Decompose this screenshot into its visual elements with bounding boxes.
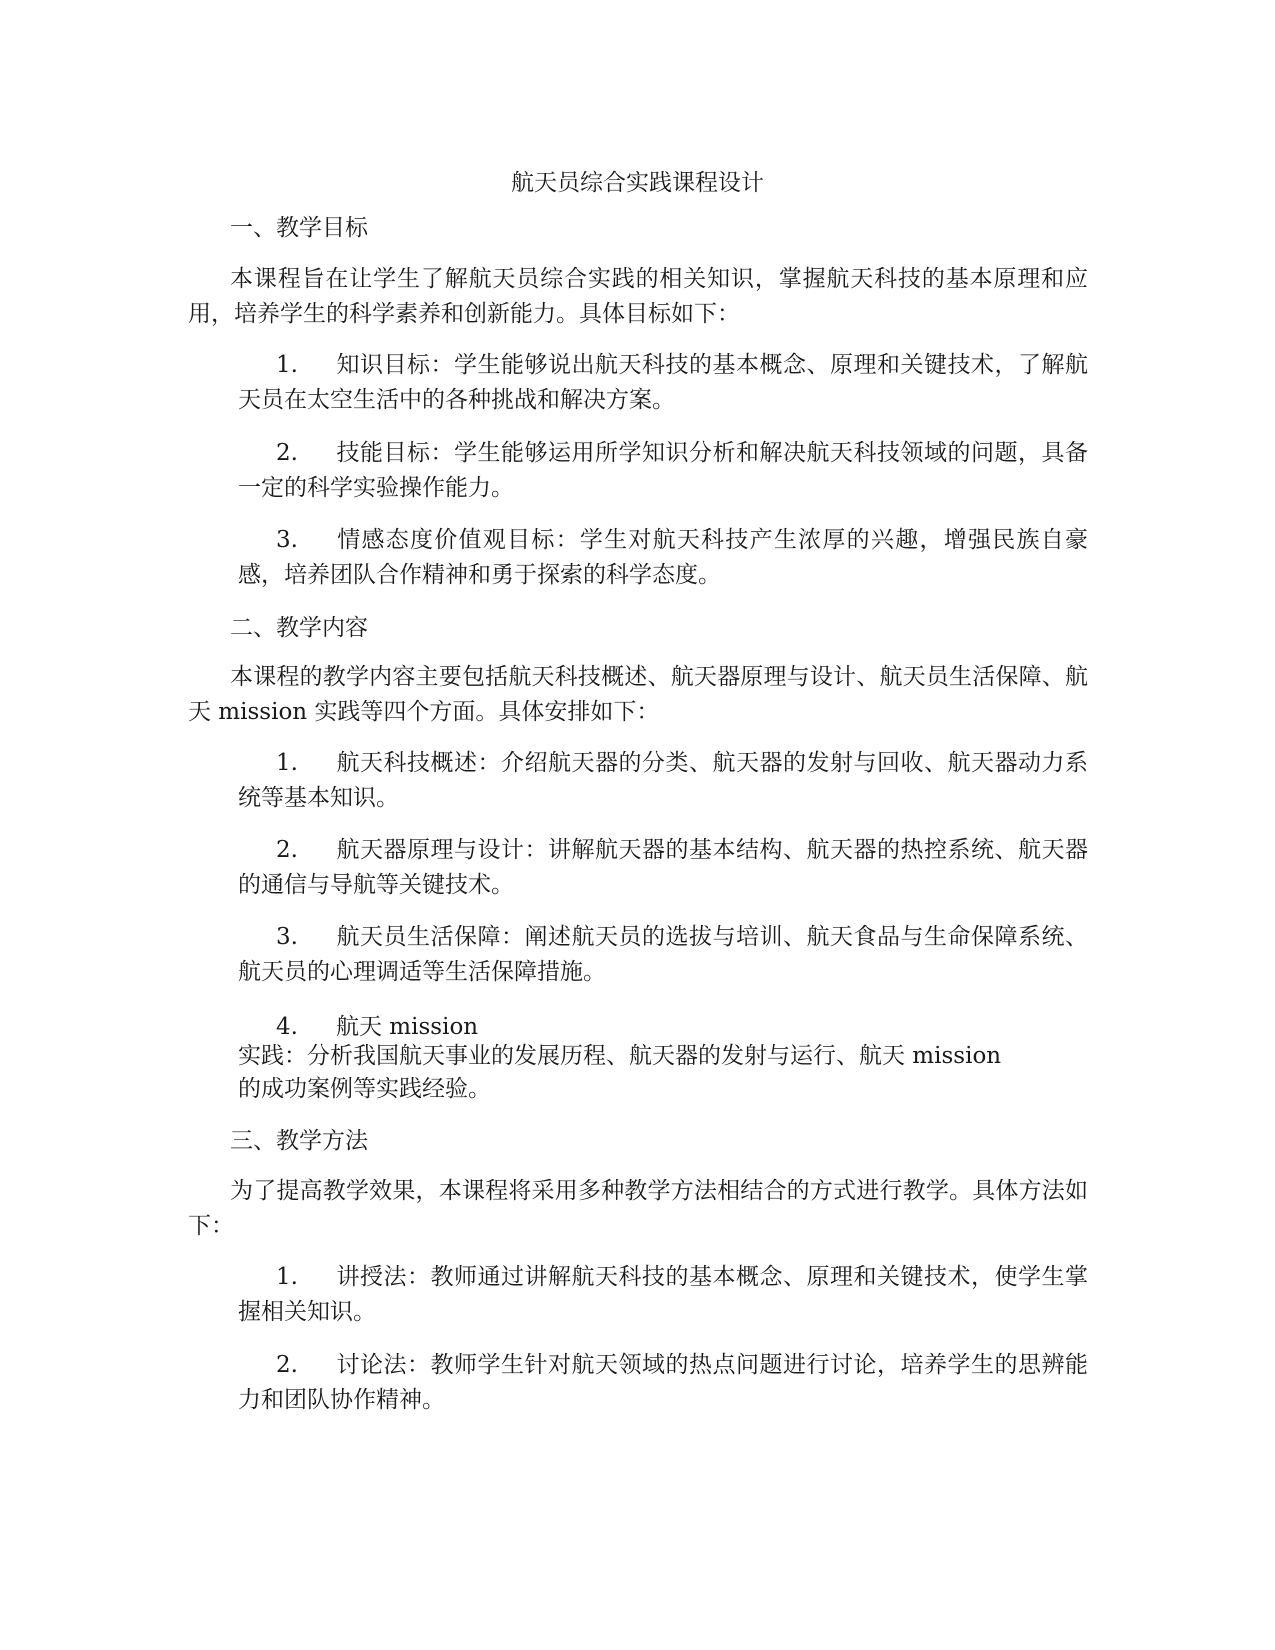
section-intro: 本课程旨在让学生了解航天员综合实践的相关知识，掌握航天科技的基本原理和应用，培养学生的科学素养和创新能力。具体目标如下： bbox=[188, 266, 1088, 327]
list-item bbox=[238, 746, 1088, 816]
list-item-number: 3. bbox=[276, 924, 298, 950]
list-item-number: 4. bbox=[276, 1014, 298, 1040]
section-heading: 一、教学目标 bbox=[230, 215, 368, 241]
list-item-number: 1. bbox=[276, 750, 298, 776]
list-item bbox=[238, 920, 1088, 990]
list-item bbox=[238, 523, 1088, 593]
list-item-text: 讨论法：教师学生针对航天领域的热点问题进行讨论，培养学生的思辨能力和团队协作精神。 bbox=[238, 1352, 1088, 1413]
section-intro: 本课程的教学内容主要包括航天科技概述、航天器原理与设计、航天员生活保障、航天 mission 实践等四个方面。具体安排如下： bbox=[188, 664, 1088, 725]
list-item bbox=[238, 1260, 1088, 1330]
list-item-number: 2. bbox=[276, 837, 298, 863]
document-title: 航天员综合实践课程设计 bbox=[511, 170, 764, 196]
list-item bbox=[238, 1012, 478, 1042]
list-item-text: 讲授法：教师通过讲解航天科技的基本概念、原理和关键技术，使学生掌握相关知识。 bbox=[238, 1264, 1088, 1325]
list-item bbox=[238, 436, 1088, 506]
list-item bbox=[238, 348, 1088, 418]
section-intro: 为了提高教学效果，本课程将采用多种教学方法相结合的方式进行教学。具体方法如下： bbox=[188, 1178, 1088, 1239]
list-item-text: 技能目标：学生能够运用所学知识分析和解决航天科技领域的问题，具备一定的科学实验操作能力。 bbox=[238, 440, 1088, 501]
list-item-number: 1. bbox=[276, 1264, 298, 1290]
list-item-text: 情感态度价值观目标：学生对航天科技产生浓厚的兴趣，增强民族自豪感，培养团队合作精神和勇于探索的科学态度。 bbox=[238, 527, 1088, 588]
list-item-text: 航天 mission bbox=[336, 1014, 479, 1040]
list-item-text: 航天员生活保障：阐述航天员的选拔与培训、航天食品与生命保障系统、航天员的心理调适等生活保障措施。 bbox=[238, 924, 1088, 985]
list-item bbox=[238, 1348, 1088, 1418]
list-item-continuation: 实践：分析我国航天事业的发展历程、航天器的发射与运行、航天 mission bbox=[238, 1043, 1002, 1069]
list-item-number: 2. bbox=[276, 440, 298, 466]
list-item-number: 3. bbox=[276, 527, 298, 553]
list-item-number: 1. bbox=[276, 352, 298, 378]
section-heading: 二、教学内容 bbox=[230, 615, 368, 641]
list-item-text: 航天器原理与设计：讲解航天器的基本结构、航天器的热控系统、航天器的通信与导航等关键技术。 bbox=[238, 837, 1088, 898]
list-item-number: 2. bbox=[276, 1352, 298, 1378]
list-item-continuation: 的成功案例等实践经验。 bbox=[238, 1076, 491, 1102]
section-heading: 三、教学方法 bbox=[230, 1128, 368, 1154]
list-item-text: 航天科技概述：介绍航天器的分类、航天器的发射与回收、航天器动力系统等基本知识。 bbox=[238, 750, 1088, 811]
list-item-text: 知识目标：学生能够说出航天科技的基本概念、原理和关键技术，了解航天员在太空生活中的各种挑战和解决方案。 bbox=[238, 352, 1088, 413]
list-item bbox=[238, 833, 1088, 903]
